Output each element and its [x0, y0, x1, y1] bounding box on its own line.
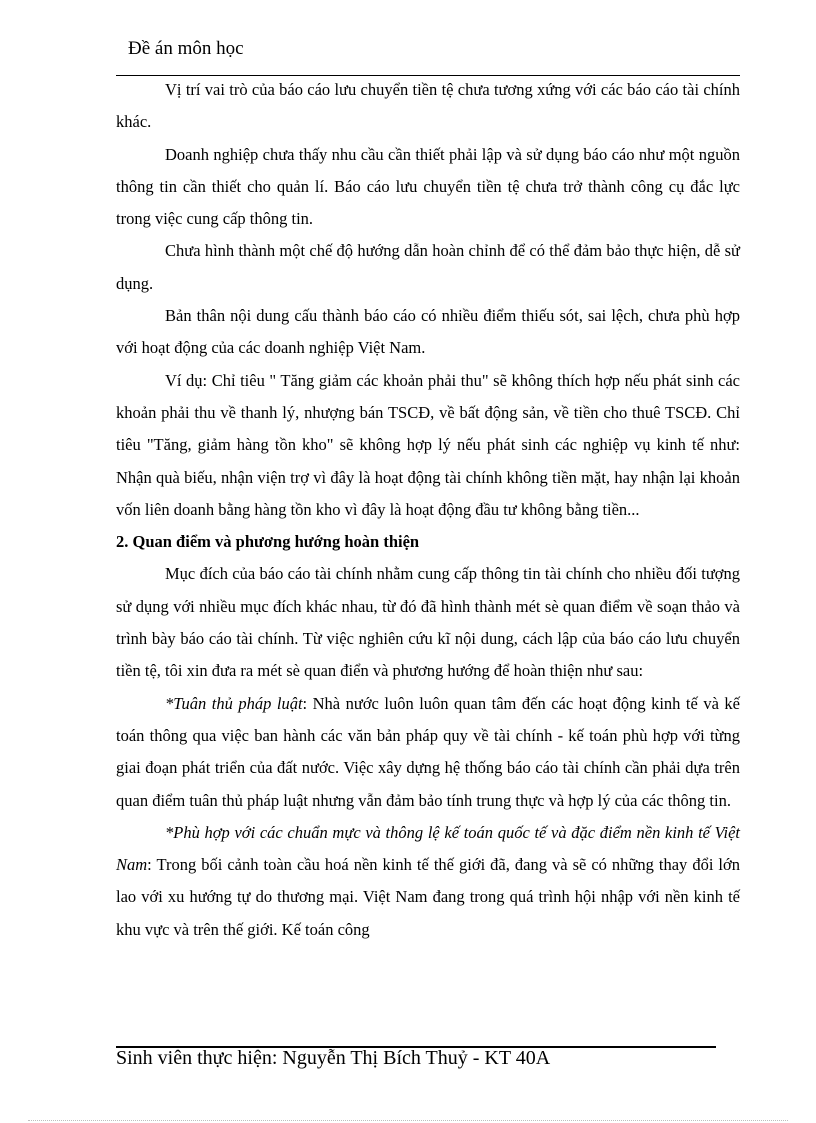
- paragraph: Chưa hình thành một chế độ hướng dẫn hoàn chỉnh để có thể đảm bảo thực hiện, dễ sử dụng.: [116, 241, 740, 293]
- page-footer: Sinh viên thực hiện: Nguyễn Thị Bích Thuỷ - KT 40A: [116, 1047, 551, 1069]
- paragraph: Vị trí vai trò của báo cáo lưu chuyển tiền tệ chưa tương xứng với các báo cáo tài chính khác.: [116, 80, 740, 132]
- paragraph: Bản thân nội dung cấu thành báo cáo có nhiều điểm thiếu sót, sai lệch, chưa phù hợp với hoạt động của các doanh nghiệp Việt Nam.: [116, 306, 740, 358]
- principle-text: : Trong bối cảnh toàn cầu hoá nền kinh tế thế giới đã, đang và sẽ có những thay đổi lớn lao với xu hướng tự do thương mại. Việt Nam đang trong quá trình hội nhập với nền kinh tế khu vực và trên thế giới. Kế toán công: [116, 855, 740, 939]
- principle-paragraph: [116, 817, 740, 946]
- page-bottom-edge: [28, 1120, 788, 1121]
- page-header-title: Đề án môn học: [128, 38, 244, 59]
- principle-lead: *Phù hợp với các chuẩn mực và thông lệ kế toán quốc tế và đặc điểm nền kinh tế Việt Nam: [116, 822, 740, 875]
- principle-paragraph: [116, 688, 740, 817]
- principle-text: : Nhà nước luôn luôn quan tâm đến các hoạt động kinh tế và kế toán thông qua việc ban hành các văn bản pháp quy về tài chính - kế toán phù hợp với từng giai đoạn phát triển của đất nước. Việc xây dựng hệ thống báo cáo tài chính cần phải dựa trên quan điểm tuân thủ pháp luật nhưng vẫn đảm bảo tính trung thực và hợp lý của các thông tin.: [116, 693, 741, 810]
- paragraph: Doanh nghiệp chưa thấy nhu cầu cần thiết phải lập và sử dụng báo cáo như một nguồn thông tin cần thiết cho quản lí. Báo cáo lưu chuyển tiền tệ chưa trở thành công cụ đắc lực trong việc cung cấp thông tin.: [116, 144, 740, 229]
- paragraph: Mục đích của báo cáo tài chính nhằm cung cấp thông tin tài chính cho nhiều đối tượng sử dụng với nhiều mục đích khác nhau, từ đó đã hình thành mét sè quan điểm về soạn thảo và trình bày báo cáo tài chính. Từ việc nghiên cứu kĩ nội dung, cách lập của báo cáo lưu chuyển tiền tệ, tôi xin đưa ra mét sè quan điển và phương hướng để hoàn thiện như sau:: [116, 564, 740, 681]
- principle-lead: *Tuân thủ pháp luật: [165, 693, 303, 713]
- section-heading: 2. Quan điểm và phương hướng hoàn thiện: [116, 532, 420, 552]
- document-body: [116, 74, 740, 946]
- paragraph: Ví dụ: Chỉ tiêu " Tăng giảm các khoản phải thu" sẽ không thích hợp nếu phát sinh các khoản phải thu về thanh lý, nhượng bán TSCĐ, về bất động sản, về tiền cho thuê TSCĐ. Chỉ tiêu "Tăng, giảm hàng tồn kho" sẽ không hợp lý nếu phát sinh các nghiệp vụ kinh tế như: Nhận quà biếu, nhận viện trợ vì đây là hoạt động tài chính không tiền mặt, hay nhận lại khoản vốn liên doanh bằng hàng tồn kho vì đây là hoạt động đầu tư không bằng tiền...: [116, 370, 740, 519]
